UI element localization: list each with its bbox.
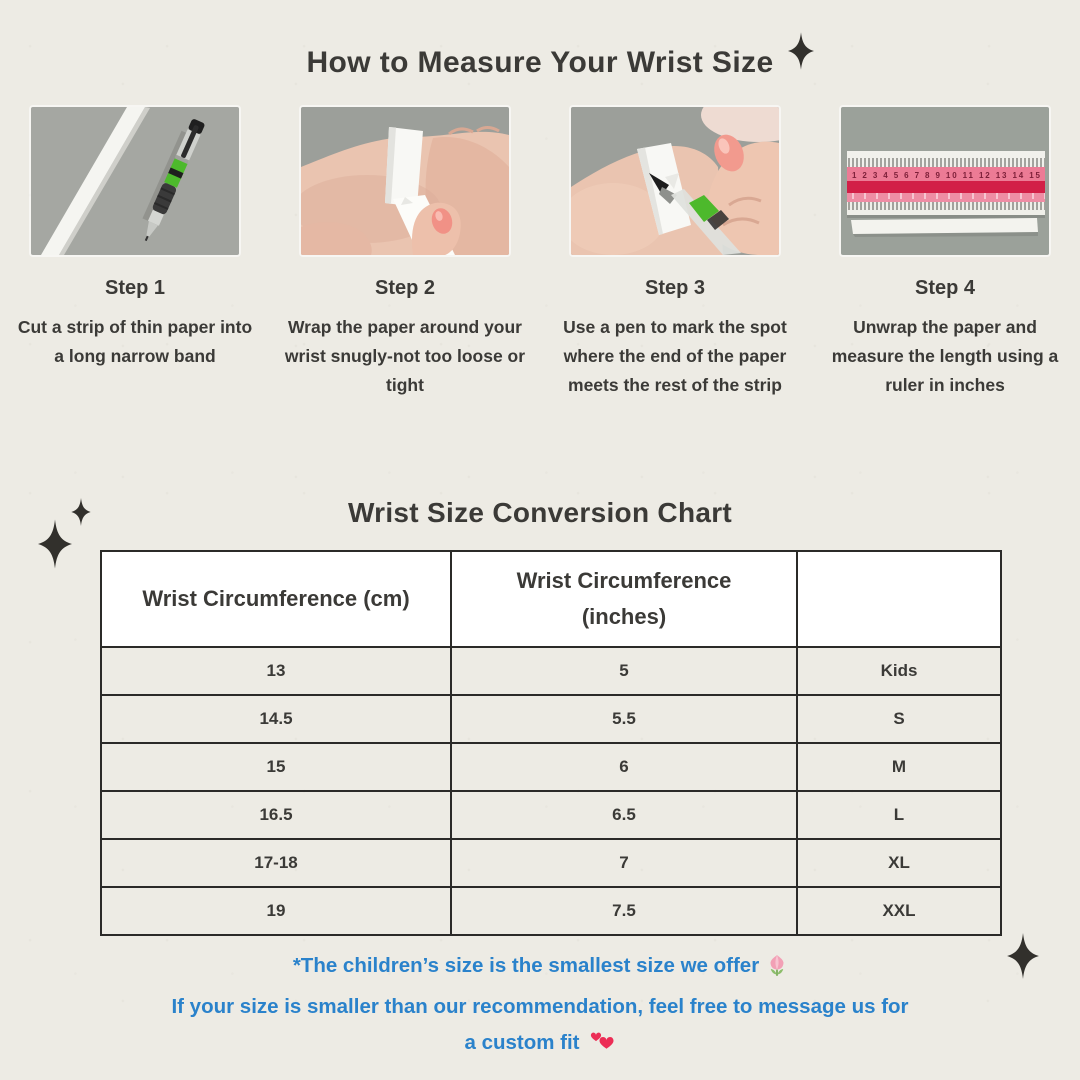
step-4-label: Step 4 — [914, 277, 976, 299]
table-row — [101, 743, 1001, 791]
page-title: How to Measure Your Wrist Size — [306, 46, 774, 79]
table-cell: Kids — [797, 647, 1001, 695]
step-3-label: Step 3 — [644, 277, 706, 299]
table-cell: 14.5 — [101, 695, 451, 743]
table-cell: 5.5 — [451, 695, 797, 743]
table-cell: 19 — [101, 887, 451, 935]
table-cell: M — [797, 743, 1001, 791]
table-cell: 5 — [451, 647, 797, 695]
table-cell: 7 — [451, 839, 797, 887]
steps-row — [0, 107, 1080, 400]
step-2-column — [270, 107, 540, 400]
tulip-icon — [767, 953, 787, 989]
ruler-numbers: 1 2 3 4 5 6 7 8 9 10 11 12 13 14 15 — [852, 171, 1040, 180]
table-cell: 17-18 — [101, 839, 451, 887]
sparkle-icon — [788, 28, 814, 74]
two-hearts-icon — [588, 1030, 616, 1066]
table-cell: L — [797, 791, 1001, 839]
table-row — [101, 695, 1001, 743]
column-header-size — [797, 551, 1001, 647]
step-4-photo — [841, 107, 1049, 255]
step-3-photo — [571, 107, 779, 255]
chart-title: Wrist Size Conversion Chart — [347, 497, 733, 528]
table-cell: 13 — [101, 647, 451, 695]
step-3-column — [540, 107, 810, 400]
step-1-photo — [31, 107, 239, 255]
table-cell: 7.5 — [451, 887, 797, 935]
step-2-photo — [301, 107, 509, 255]
table-cell: XXL — [797, 887, 1001, 935]
table-cell: 6.5 — [451, 791, 797, 839]
step-1-column — [0, 107, 270, 400]
sparkle-icon — [38, 518, 72, 570]
table-cell: XL — [797, 839, 1001, 887]
table-row — [101, 647, 1001, 695]
step-2-label: Step 2 — [374, 277, 436, 299]
sparkle-icon — [70, 498, 92, 526]
table-header-row — [101, 551, 1001, 647]
table-row — [101, 839, 1001, 887]
wrist-size-conversion-table — [100, 550, 1002, 936]
footer-line-3: a custom fit — [0, 1025, 1080, 1066]
footer-line-1: *The children’s size is the smallest size we offer — [0, 948, 1080, 989]
step-2-description: Wrap the paper around your wrist snugly-not too loose or tight — [284, 317, 526, 395]
step-4-description: Unwrap the paper and measure the length using a ruler in inches — [831, 317, 1059, 395]
table-cell: S — [797, 695, 1001, 743]
table-cell: 15 — [101, 743, 451, 791]
table-row — [101, 791, 1001, 839]
footer-note — [0, 948, 1080, 1066]
step-1-label: Step 1 — [104, 277, 166, 299]
table-cell: 6 — [451, 743, 797, 791]
step-1-description: Cut a strip of thin paper into a long narrow band — [17, 317, 253, 366]
footer-line-2: If your size is smaller than our recommendation, feel free to message us for — [171, 995, 909, 1018]
column-header-inches: Wrist Circumference (inches) — [451, 551, 797, 647]
step-3-description: Use a pen to mark the spot where the end of the paper meets the rest of the strip — [563, 317, 787, 395]
table-cell: 16.5 — [101, 791, 451, 839]
column-header-cm: Wrist Circumference (cm) — [101, 551, 451, 647]
step-4-column — [810, 107, 1080, 400]
table-row — [101, 887, 1001, 935]
